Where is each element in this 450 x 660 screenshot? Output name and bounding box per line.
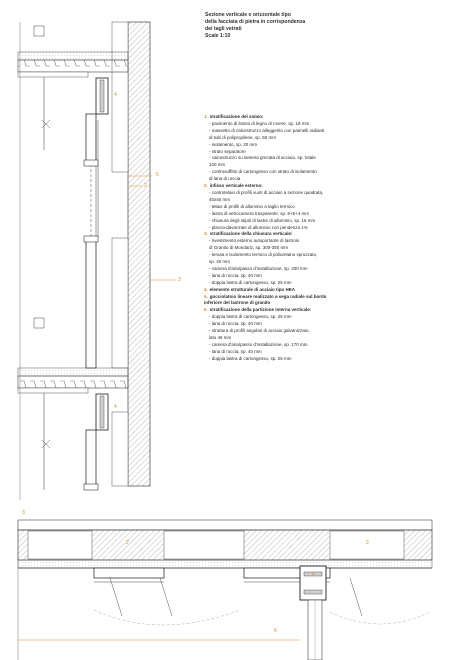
floor-slab-lower [18, 376, 128, 388]
legend-text: - placca-davanzale di alluminio con pendenza 1% [209, 224, 308, 230]
legend-item [204, 135, 434, 142]
legend-text: - doppia lastra di cartongesso, sp. 25 mm [209, 314, 292, 320]
legend [204, 114, 434, 363]
legend-text: gocciolatoio lineare realizzato a sega radiale sul bordo [209, 293, 327, 299]
callout-4-lower: 4 [114, 404, 117, 410]
legend-text: - strato separatore [209, 148, 246, 154]
legend-text: - struttura di profili angolari di acciaio galvanizzato, [209, 328, 310, 334]
legend-section [204, 294, 434, 301]
legend-item [204, 211, 434, 218]
callout-3-upper: 3 [178, 277, 181, 283]
legend-item [204, 321, 434, 328]
legend-text: stratificazione del solaio: [209, 114, 264, 119]
legend-item [204, 259, 434, 266]
legend-text: - rivestimento esterno autoportante di lastroni [209, 238, 300, 244]
window-frame-lower [86, 430, 96, 488]
legend-text: - camera d'aria/passo d'installazione, sp. 200 mm [209, 265, 308, 271]
legend-number: 3. [204, 231, 208, 237]
legend-item [204, 273, 434, 280]
legend-item [204, 197, 434, 204]
horizontal-section [18, 520, 432, 660]
legend-text: - lana di roccia, sp. 40 mm [209, 272, 262, 278]
legend-number: 2. [204, 183, 208, 189]
legend-number: 4. [204, 286, 208, 292]
window-frame-plan-left [94, 568, 164, 578]
legend-text: 100 mm [209, 162, 226, 168]
legend-section [204, 114, 434, 121]
legend-section [204, 307, 434, 314]
legend-text: - massetto di calcestruzzo alleggerito con pannelli radianti [209, 127, 325, 133]
legend-text: sp. 40 mm [209, 259, 231, 265]
title-line-2: della facciata di pietra in corrispondenza [205, 19, 306, 26]
legend-item [204, 128, 434, 135]
callout-5-upper: 5 [156, 172, 159, 178]
legend-text: - isolamento, sp. 20 mm [209, 141, 258, 147]
legend-text: - doppia lastra di cartongesso, sp. 25 mm [209, 279, 292, 285]
legend-text: - controtelaio di profili vuoti di acciaio a sezione quadrata, [209, 189, 324, 195]
callout-6-plan: 6 [274, 628, 277, 634]
legend-item [204, 238, 434, 245]
legend-item [204, 142, 434, 149]
callout-2-plan-a: 2 [126, 540, 129, 546]
legend-text: infisso verticale esterno: [209, 183, 263, 189]
legend-item [204, 190, 434, 197]
legend-text: - controsoffitto di cartongesso con strato di isolamento [209, 169, 317, 175]
legend-number: 1. [204, 114, 208, 119]
legend-item [204, 328, 434, 335]
legend-item [204, 252, 434, 259]
legend-text: inferiore del lastrone di granito [204, 300, 271, 306]
legend-item [204, 162, 434, 169]
legend-item [204, 176, 434, 183]
callout-4-upper: 4 [114, 92, 117, 98]
legend-text: di tubi di polipropilene, sp. 50 mm [209, 134, 277, 140]
legend-text: - camera d'aria/passo d'installazione, sp. 170 mm [209, 341, 308, 347]
legend-text: elemento strutturale di acciaio tipo HEA [209, 286, 296, 292]
legend-text: - lana di roccia, sp. 40 mm [209, 348, 262, 354]
legend-item [204, 266, 434, 273]
title-scale: Scale 1:10 [205, 33, 231, 40]
legend-text: - calcestruzzo su lamiera grecata di acciaio, sp. totale [209, 155, 316, 161]
legend-item [204, 218, 434, 225]
legend-number: 6. [204, 307, 208, 313]
legend-item [204, 314, 434, 321]
legend-text: - doppia lastra di cartongesso, sp. 25 mm [209, 355, 292, 361]
legend-item [204, 225, 434, 232]
legend-text: di lana di roccia [209, 176, 241, 182]
legend-item [204, 280, 434, 287]
legend-text: 40x40 mm [209, 196, 231, 202]
granite-cladding [128, 22, 150, 486]
legend-item [204, 349, 434, 356]
legend-item [204, 149, 434, 156]
legend-item [204, 245, 434, 252]
legend-text: lato 46 mm [209, 335, 232, 340]
legend-section [204, 231, 434, 238]
callout-3-plan: 3 [22, 510, 25, 516]
legend-text: - tenuta e isolamento termico di poliuretano spruzzato, [209, 252, 318, 258]
legend-text: stratificazione della chiusura verticale: [209, 231, 293, 237]
legend-text: - chiusura degli stipiti di lastre di alluminio, sp. 16 mm [209, 217, 316, 223]
legend-text: stratificazione della partizione interna verticale: [209, 307, 312, 313]
title-line-1: Sezione verticale e orizzontale tipo [205, 12, 291, 18]
legend-item [204, 356, 434, 363]
legend-item [204, 342, 434, 349]
callout-2-upper: 2 [144, 183, 147, 189]
legend-text: - telaio di profili di alluminio a taglio termico [209, 203, 295, 209]
legend-item [204, 155, 434, 162]
legend-section [204, 300, 434, 307]
vertical-section [18, 22, 176, 500]
callout-4-plan: 4 [312, 572, 315, 578]
legend-text: di Granito di Mondariz, sp. 300-350 mm [209, 245, 289, 251]
legend-item [204, 169, 434, 176]
legend-text: - lana di roccia, sp. 40 mm [209, 321, 262, 327]
title-line-3: dei tagli vetrati [205, 26, 242, 33]
legend-item [204, 335, 434, 342]
legend-number: 5. [204, 293, 208, 299]
legend-item [204, 204, 434, 211]
window-frame-upper [86, 114, 96, 164]
legend-text: - lastra di vetrocamera trasparente, sp. 6+6+4 mm [209, 210, 310, 216]
legend-item [204, 121, 434, 128]
floor-slab-upper [18, 60, 128, 72]
legend-section [204, 287, 434, 294]
legend-text: - pavimento di listoni di legno di rovere, sp. 18 mm [209, 120, 310, 126]
legend-section [204, 183, 434, 190]
callout-2-plan-b: 2 [366, 540, 369, 546]
